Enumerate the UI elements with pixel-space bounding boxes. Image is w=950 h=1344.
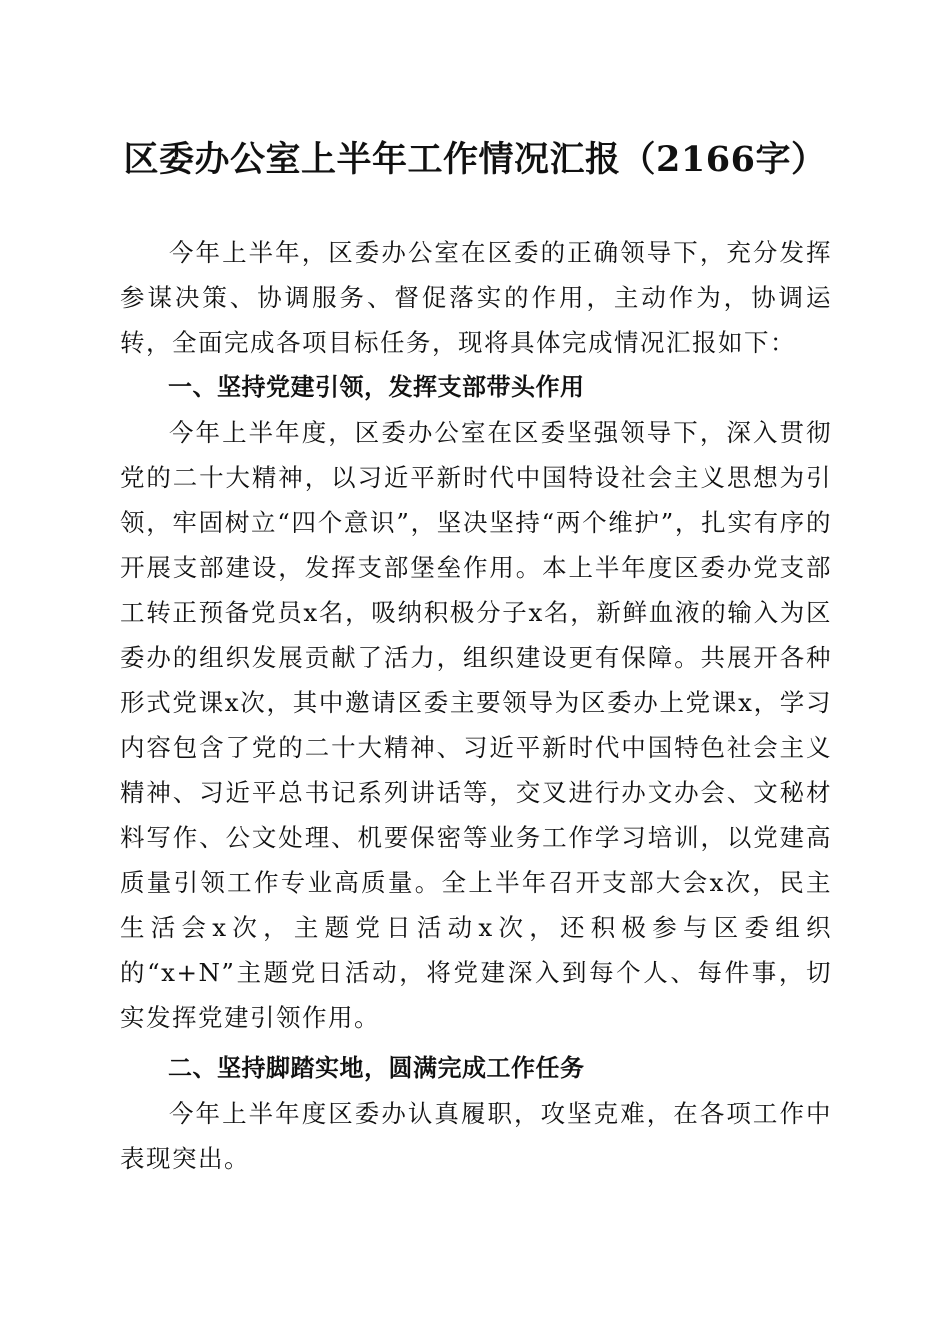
document-title: 区委办公室上半年工作情况汇报（2166字） xyxy=(123,139,827,180)
section-heading-2: 二、坚持脚踏实地，圆满完成工作任务 xyxy=(168,1054,585,1082)
section-paragraph-2: 今年上半年度区委办认真履职，攻坚克难，在各项工作中表现突出。 xyxy=(120,1099,832,1173)
section-heading-1: 一、坚持党建引领，发挥支部带头作用 xyxy=(168,373,585,401)
document-body xyxy=(120,230,832,1181)
section-paragraph-1: 今年上半年度，区委办公室在区委坚强领导下，深入贯彻党的二十大精神，以习近平新时代中国特设社会主义思想为引领，牢固树立“四个意识”，坚决坚持“两个维护”，扎实有序的开展支部建设，发挥支部堡垒作用。本上半年度区委办党支部工转正预备党员x名，吸纳积极分子x名，新鲜血液的输入为区委办的组织发展贡献了活力，组织建设更有保障。共展开各种形式党课x次，其中邀请区委主要领导为区委办上党课x，学习内容包含了党的二十大精神、习近平新时代中国特色社会主义精神、习近平总书记系列讲话等，交叉进行办文办会、文秘材料写作、公文处理、机要保密等业务工作学习培训，以党建高质量引领工作专业高质量。全上半年召开支部大会x次，民主生活会x次，主题党日活动x次，还积极参与区委组织的“x+N”主题党日活动，将党建深入到每个人、每件事，切实发挥党建引领作用。 xyxy=(120,418,832,1032)
intro-paragraph: 今年上半年，区委办公室在区委的正确领导下，充分发挥参谋决策、协调服务、督促落实的作用，主动作为，协调运转，全面完成各项目标任务，现将具体完成情况汇报如下： xyxy=(120,238,832,357)
